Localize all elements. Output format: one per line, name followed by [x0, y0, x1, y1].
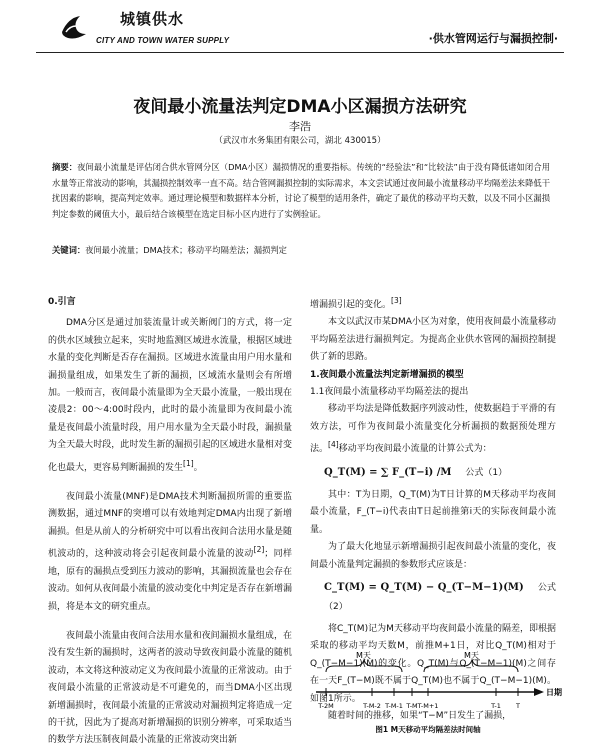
header-divider — [36, 52, 564, 53]
paragraph-text: 增漏损引起的变化。 — [310, 300, 392, 310]
paragraph — [310, 292, 556, 314]
journal-header — [0, 0, 600, 52]
journal-name-zh: 城镇供水 — [120, 10, 185, 28]
brace-left-label: M天 — [356, 651, 371, 660]
formula-1 — [310, 464, 556, 482]
body-column-left — [48, 294, 292, 750]
paragraph-text: 移动平均法是降低数据序列波动性，使数据趋于平滑的有效方法，可作为夜间最小流量变化分析漏损的数据预处理方法。 — [310, 404, 556, 455]
citation: [4] — [328, 440, 339, 450]
formula-expression: Q_T(M) = ∑ F_(T−i) /M — [324, 466, 452, 478]
paragraph-text: DMA分区是通过加装流量计或关断阀门的方式，将一定的供水区域独立起来，实时地监测区域进水流量，根据区域进水量的变化判断是否存在漏损。区域进水流量由用户用水量和漏损量组成，如果发生了新的漏损，区域流水量则会有所增加。一般而言，夜间最小流量即为全天最小流量，一般出现在凌晨2：00～4:00时段内，此时的最小流量即为夜间最小流量是夜间最小流量时段，用户用水量为全天最小时段，漏损量为全天最大时段，此时发生新的漏损引起的区域进水量相对变化也最大，更容易判断漏损的发生 — [48, 318, 292, 473]
brace-right-label: M天 — [464, 651, 479, 660]
timeline-tick-label: T-M+1 — [417, 702, 439, 710]
paragraph: 随着时间的推移，如果“T−M”日发生了漏损， — [328, 710, 512, 721]
timeline-diagram — [312, 650, 560, 722]
timeline-tick-label: T-M-2 — [363, 702, 381, 710]
citation: [3] — [391, 296, 402, 305]
keywords — [52, 244, 550, 256]
citation: [2] — [253, 545, 265, 555]
paragraph — [48, 315, 292, 477]
figure-caption: 图1 M天移动平均隔差法时间轴 — [375, 725, 481, 734]
paragraph: 本文以武汉市某DMA小区为对象，使用夜间最小流量移动平均隔差法进行漏损判定。为提高企业供水管网的漏损控制提供了新的思路。 — [310, 317, 556, 363]
formula-2 — [310, 579, 556, 616]
timeline-tick-label: T-M-1 — [385, 702, 403, 710]
paragraph-text: 夜间最小流量(MNF)是DMA技术判断漏损所需的重要监测数据，通过MNF的突增可以有效地判定DMA内出现了新增漏损。但是从前人的分析研究中可以看出夜间合法用水量是随机波动的，这种波动将会引起夜间最小流量的波动 — [48, 492, 292, 560]
formula-number: 公式（1） — [465, 467, 508, 478]
keywords-label: 关键词： — [52, 245, 86, 255]
paragraph: 其中：T为日期，Q_T(M)为T日计算的M天移动平均夜间最小流量，F_(T−i)代表由T日起前推第i天的实际夜间最小流量。 — [310, 490, 556, 535]
timeline-tick-label: T-M — [406, 702, 418, 710]
section-heading-1: 1.夜间最小流量法判定新增漏损的模型 — [310, 369, 464, 380]
paragraph-text: 。 — [193, 462, 203, 473]
journal-name-en: CITY AND TOWN WATER SUPPLY — [96, 36, 230, 45]
paragraph: 将C_T(M)记为M天移动平均夜间最小流量的隔差，即根据采取的移动平均天数M，前推M+1日，对比Q_T(M)相对于Q_(T−M−1)(M)的变化。Q_T(M)与Q_(T−M−1)(M)之间存在一天F_(T−M)既不属于Q_T(M)也不属于Q_(T−M−1)(M)。如图1所示。 — [310, 623, 556, 704]
timeline-tick-label: T-1 — [491, 702, 501, 710]
paragraph-text: ；同样地，原有的漏损点受到压力波动的影响，其漏损流量也会存在波动。如何从夜间最小流量的波动变化中判定是否存在新增漏损，将是本文的研究重点。 — [48, 549, 292, 612]
axis-arrow-icon — [534, 688, 544, 696]
paragraph — [48, 489, 292, 616]
paragraph: 为了最大化地显示新增漏损引起夜间最小流量的变化，夜间最小流量判定漏损的参数形式应该是： — [310, 542, 556, 570]
column-label: ·供水管网运行与漏损控制· — [428, 32, 558, 45]
timeline-tick-label: T — [516, 702, 520, 710]
keywords-text: 夜间最小流量；DMA技术；移动平均隔差法；漏损判定 — [85, 245, 287, 255]
formula-number: 公式（2） — [324, 583, 556, 612]
section-heading-1-1: 1.1夜间最小流量移动平均隔差法的提出 — [310, 387, 469, 398]
timeline-tick-label: T-2M — [318, 702, 334, 710]
paragraph — [310, 401, 556, 458]
brace-left — [326, 660, 402, 672]
axis-label: 日期 — [546, 688, 562, 697]
abstract-text: 夜间最小流量是评估闭合供水管网分区（DMA小区）漏损情况的重要指标。传统的“经验法”和“比较法”由于没有降低诸如闭合用水量等正常波动的影响，其漏损控制效率一直不高。结合管网漏损控制的实际需求，本文尝试通过夜间最小流量移动平均隔差法来降低干扰因素的影响，提高判定效率。通过理论模型和数据样本分析，讨论了模型的适用条件，确定了最优的移动平均天数，以及不同小区漏损判定参数的阈值大小，最后结合该模型在选定目标小区内进行了实例验证。 — [52, 162, 550, 219]
paragraph: 夜间最小流量由夜间合法用水量和夜间漏损水量组成，在没有发生新的漏损时，这两者的波动导致夜间最小流量的随机波动，本文将这种波动定义为夜间最小流量的正常波动。由于夜间最小流量的正常波动是不可避免的，而当DMA小区出现新增漏损时，夜间最小流量的正常波动对漏损判定将造成一定的干扰，因此为了提高对新增漏损的识别分辨率，可采取适当的数学方法压制夜间最小流量的正常波动突出新 — [48, 630, 292, 746]
citation: [1] — [183, 458, 194, 468]
abstract-label: 摘要： — [52, 162, 78, 172]
author-affiliation: （武汉市水务集团有限公司，湖北 430015） — [214, 136, 386, 146]
water-drop-logo-icon — [60, 14, 90, 40]
paragraph-text: 移动平均夜间最小流量的计算公式为： — [338, 444, 492, 455]
article-author: 李浩 — [289, 120, 311, 133]
formula-expression: C_T(M) = Q_T(M) − Q_(T−M−1)(M) — [324, 582, 524, 594]
brace-right — [424, 660, 518, 672]
article-title: 夜间最小流量法判定DMA小区漏损方法研究 — [133, 97, 467, 117]
timeline-figure — [312, 650, 562, 734]
abstract — [52, 160, 550, 222]
section-heading-intro: 0.引言 — [48, 297, 76, 307]
